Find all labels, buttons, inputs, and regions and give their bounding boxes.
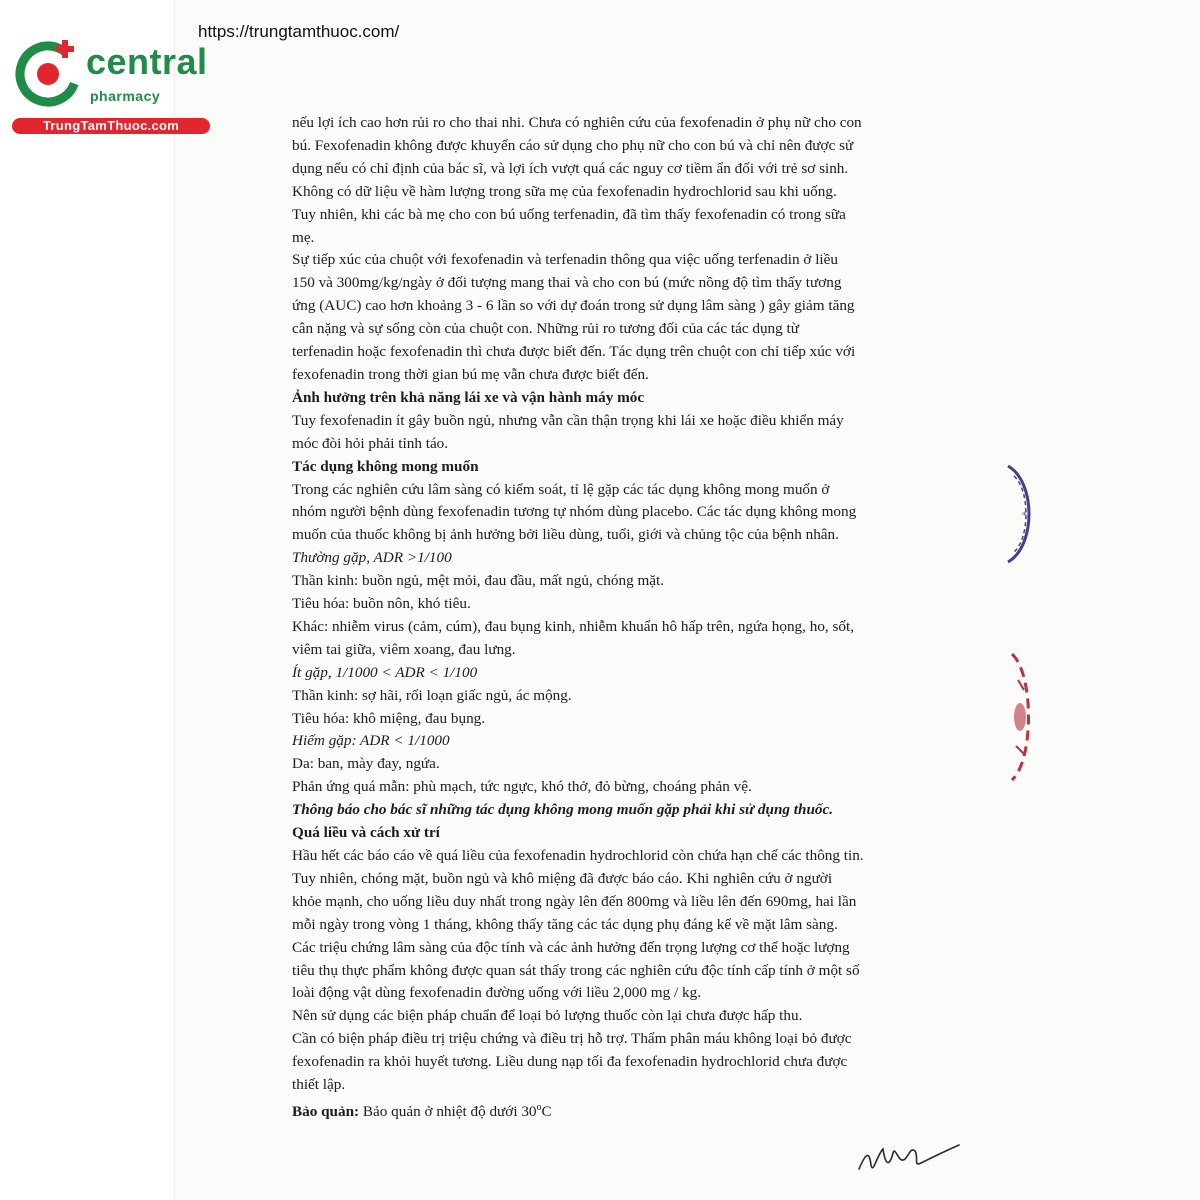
text-line: thiết lập. [292, 1076, 346, 1094]
text-line: Da: ban, mày đay, ngứa. [292, 755, 440, 773]
subheading-rare: Hiếm gặp: ADR < 1/1000 [292, 732, 450, 750]
storage-text: Bảo quản ở nhiệt độ dưới 30 [359, 1103, 537, 1121]
red-stamp-partial-icon [1000, 650, 1040, 785]
text-line: tiêu thụ thực phẩm không được quan sát thấy trong các nghiên cứu độc tính cấp tính ở một số [292, 961, 860, 979]
text-line: Hầu hết các báo cáo về quá liều của fexofenadin hydrochlorid còn chứa hạn chế các thông tin. [292, 847, 864, 864]
text-line: Tiêu hóa: buồn nôn, khó tiêu. [292, 595, 471, 613]
text-line: loài động vật dùng fexofenadin đường uống với liều 2,000 mg / kg. [292, 984, 701, 1002]
text-line: Phản ứng quá mẫn: phù mạch, tức ngực, khó thở, đỏ bừng, choáng phản vệ. [292, 778, 752, 796]
text-line: Thần kinh: buồn ngủ, mệt mỏi, đau đầu, mất ngủ, chóng mặt. [292, 572, 665, 590]
section-heading-driving: Ảnh hưởng trên khả năng lái xe và vận hành máy móc [292, 388, 645, 406]
text-line: Các triệu chứng lâm sàng của độc tính và các ảnh hưởng đến trọng lượng cơ thể hoặc lượng [292, 938, 850, 956]
text-line: Thần kinh: sợ hãi, rối loạn giấc ngủ, ác mộng. [292, 686, 572, 704]
section-heading-side-effects: Tác dụng không mong muốn [292, 457, 479, 475]
section-heading-overdose: Quá liều và cách xử trí [292, 824, 440, 842]
text-line: Tiêu hóa: khô miệng, đau bụng. [292, 709, 486, 727]
text-line: ứng (AUC) cao hơn khoảng 3 - 6 lần so với dự đoán trong sử dụng lâm sàng ) gây giảm tăng [292, 297, 855, 315]
text-line: Khác: nhiễm virus (cảm, cúm), đau bụng kinh, nhiễm khuẩn hô hấp trên, ngứa họng, ho, sốt, [292, 617, 855, 635]
purple-stamp-partial-icon [1000, 462, 1040, 566]
text-line: mẹ. [292, 228, 315, 246]
storage-label: Bảo quản: [292, 1103, 360, 1121]
degree-sup: o [536, 1101, 542, 1113]
text-line: fexofenadin trong thời gian bú mẹ vẫn chưa được biết đến. [292, 365, 649, 383]
text-line: Trong các nghiên cứu lâm sàng có kiểm soát, tỉ lệ gặp các tác dụng không mong muốn ở [292, 480, 830, 498]
storage-unit: C [541, 1103, 552, 1121]
subheading-uncommon: Ít gặp, 1/1000 < ADR < 1/100 [292, 663, 478, 681]
text-line: cân nặng và sự sống còn của chuột con. Những rủi ro tương đối của các tác dụng từ [292, 320, 799, 338]
text-line: 150 và 300mg/kg/ngày ở đối tượng mang thai và cho con bú (mức nồng độ tìm thấy tương [292, 274, 842, 292]
text-line: khỏe mạnh, cho uống liều duy nhất trong ngày lên đến 800mg và liều lên đến 690mg, hai lần [292, 892, 857, 910]
text-line: terfenadin hoặc fexofenadin thì chưa được biết đến. Tác dụng trên chuột con chỉ tiếp xúc với [292, 343, 856, 361]
text-line: móc đòi hỏi phải tỉnh táo. [292, 434, 449, 452]
svg-text:*: * [1022, 511, 1027, 521]
source-url: https://trungtamthuoc.com/ [198, 22, 400, 41]
text-line: Nên sử dụng các biện pháp chuẩn để loại bỏ lượng thuốc còn lại chưa được hấp thu. [292, 1007, 803, 1025]
logo-site-banner: TrungTamThuoc.com [12, 118, 210, 134]
text-line: nhóm người bệnh dùng fexofenadin tương tự nhóm dùng placebo. Các tác dụng không mong [292, 503, 857, 521]
text-line: dụng nếu có chỉ định của bác sĩ, và lợi ích vượt quá các nguy cơ tiềm ẩn đối với trẻ sơ sinh. [292, 159, 849, 177]
text-line: Tuy nhiên, khi các bà mẹ cho con bú uống terfenadin, đã tìm thấy fexofenadin có trong sữa [292, 205, 846, 223]
text-line: Tuy nhiên, chóng mặt, buồn ngủ và khô miệng đã được báo cáo. Khi nghiên cứu ở người [292, 869, 833, 887]
text-line: Không có dữ liệu về hàm lượng trong sữa mẹ của fexofenadin hydrochlorid sau khi uống. [292, 182, 837, 200]
text-line: fexofenadin ra khỏi huyết tương. Liều dung nạp tối đa fexofenadin hydrochlorid chưa được [292, 1053, 848, 1071]
logo-subtitle: pharmacy [90, 88, 161, 104]
text-line: bú. Fexofenadin không được khuyến cáo sử dụng cho phụ nữ cho con bú và chỉ nên được sử [292, 136, 854, 154]
doctor-notice: Thông báo cho bác sĩ những tác dụng không mong muốn gặp phải khi sử dụng thuốc. [292, 801, 834, 819]
logo-wordmark: central [86, 41, 208, 82]
text-line: viêm tai giữa, viêm xoang, đau lưng. [292, 640, 516, 658]
text-line: nếu lợi ích cao hơn rủi ro cho thai nhi. Chưa có nghiên cứu của fexofenadin ở phụ nữ cho con [292, 114, 862, 131]
text-line: Tuy fexofenadin ít gây buồn ngủ, nhưng vẫn cần thận trọng khi lái xe hoặc điều khiển máy [292, 411, 844, 429]
text-line: muốn của thuốc không bị ảnh hưởng bởi liều dùng, tuổi, giới và chủng tộc của bệnh nhân. [292, 526, 839, 544]
text-line: mỗi ngày trong vòng 1 tháng, không thấy tăng các tác dụng phụ đáng kể về mặt lâm sàng. [292, 915, 838, 933]
subheading-common: Thường gặp, ADR >1/100 [292, 549, 452, 567]
signature-icon [855, 1135, 965, 1180]
document-body [292, 112, 938, 1124]
text-line: Cần có biện pháp điều trị triệu chứng và điều trị hỗ trợ. Thẩm phân máu không loại bỏ được [292, 1030, 852, 1048]
storage-line [292, 1097, 938, 1124]
text-line: Sự tiếp xúc của chuột với fexofenadin và terfenadin thông qua việc uống terfenadin ở liều [292, 251, 838, 269]
